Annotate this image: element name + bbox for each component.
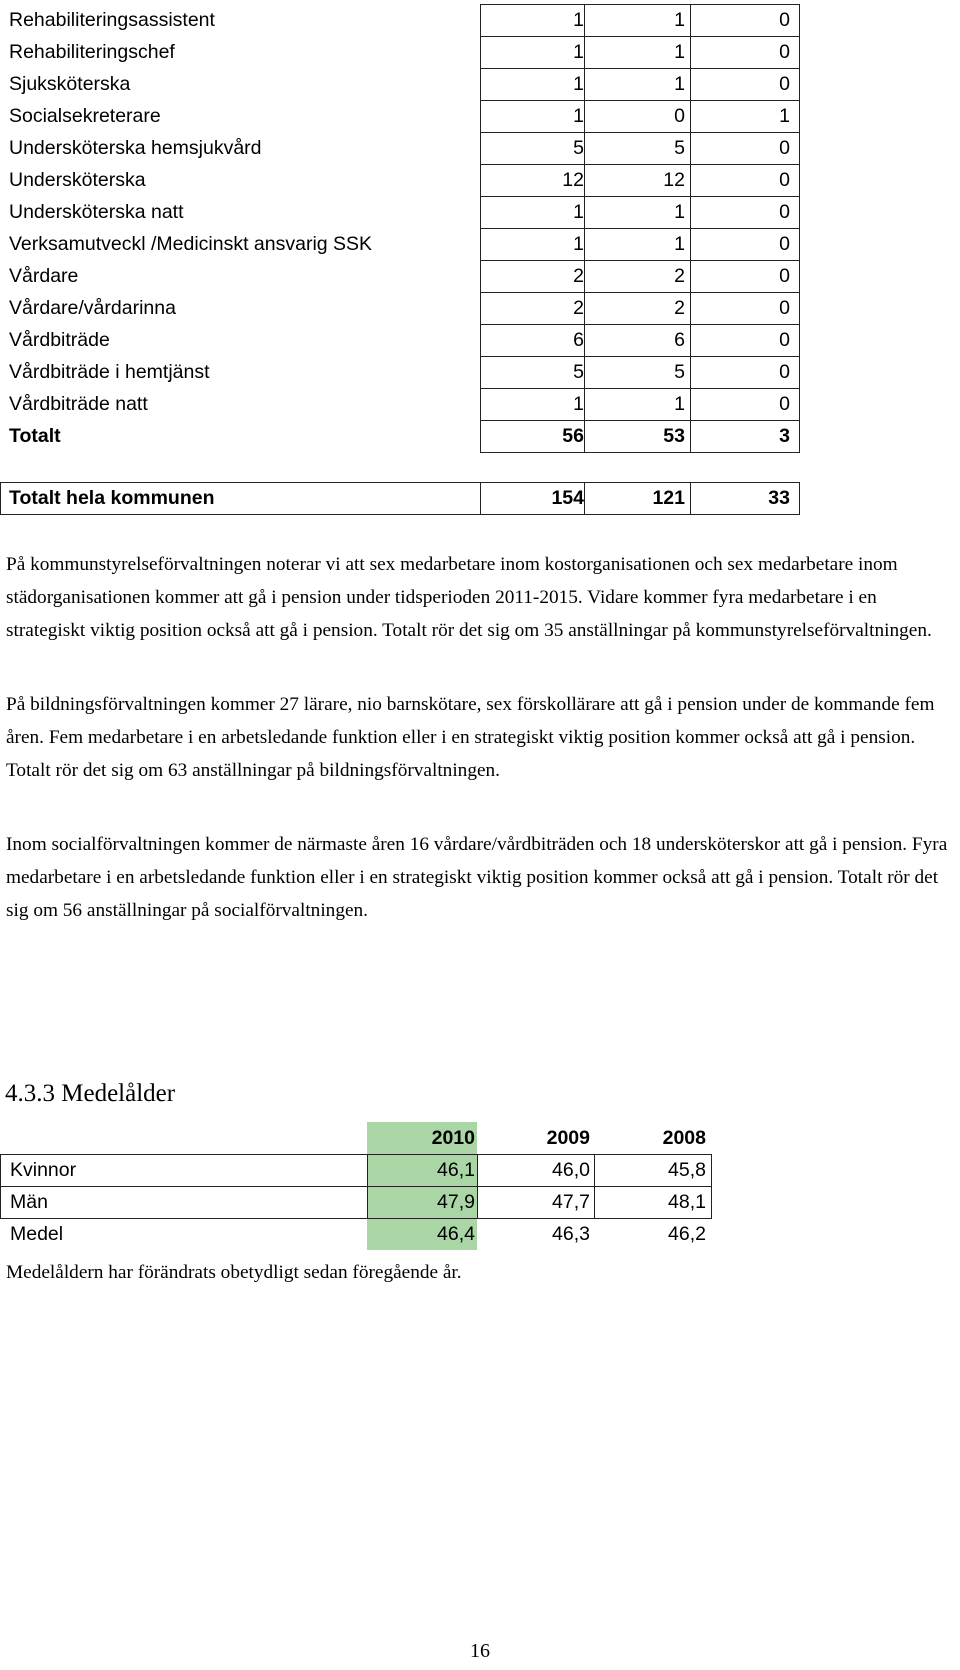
cell: 46,4 bbox=[437, 1223, 475, 1245]
count-cell: 6 bbox=[573, 329, 584, 351]
count-cell: 2 bbox=[674, 297, 685, 319]
title-cell: Undersköterska natt bbox=[9, 201, 184, 223]
cell: 46,1 bbox=[437, 1159, 475, 1181]
count-cell: 1 bbox=[573, 201, 584, 223]
count-cell: 1 bbox=[573, 9, 584, 31]
cell: 46,0 bbox=[552, 1159, 590, 1181]
count-cell: 53 bbox=[663, 425, 685, 447]
count-cell: 1 bbox=[573, 73, 584, 95]
grand-total-c1: 154 bbox=[551, 487, 584, 509]
cell: 45,8 bbox=[668, 1159, 706, 1181]
table-row bbox=[0, 388, 800, 420]
count-cell: 0 bbox=[779, 233, 790, 255]
table-row bbox=[0, 196, 800, 228]
count-cell: 1 bbox=[573, 105, 584, 127]
table-row bbox=[0, 324, 800, 356]
table-row bbox=[0, 260, 800, 292]
row-label: Medel bbox=[10, 1223, 64, 1245]
count-cell: 0 bbox=[779, 361, 790, 383]
table-border bbox=[480, 4, 800, 5]
count-cell: 0 bbox=[779, 393, 790, 415]
count-cell: 5 bbox=[573, 137, 584, 159]
grand-total-c2: 121 bbox=[652, 487, 685, 509]
title-cell: Verksamutveckl /Medicinskt ansvarig SSK bbox=[9, 233, 373, 255]
table-row bbox=[0, 228, 800, 260]
count-cell: 12 bbox=[562, 169, 584, 191]
count-cell: 12 bbox=[663, 169, 685, 191]
count-cell: 0 bbox=[779, 201, 790, 223]
row-label: Män bbox=[10, 1191, 48, 1213]
title-cell: Vårdare/vårdarinna bbox=[9, 297, 176, 319]
count-cell: 1 bbox=[674, 201, 685, 223]
title-cell: Vårdare bbox=[9, 265, 79, 287]
header-year: 2010 bbox=[431, 1127, 475, 1149]
table-row bbox=[0, 292, 800, 324]
count-cell: 2 bbox=[573, 297, 584, 319]
title-cell: Totalt bbox=[9, 425, 61, 447]
title-cell: Rehabiliteringschef bbox=[9, 41, 175, 63]
title-cell: Socialsekreterare bbox=[9, 105, 161, 127]
grand-total-label: Totalt hela kommunen bbox=[9, 487, 215, 509]
closing-text: Medelåldern har förändrats obetydligt sedan föregående år. bbox=[6, 1262, 462, 1283]
paragraph-bildning: På bildningsförvaltningen kommer 27 lärare, nio barnskötare, sex förskollärare att gå i pension under de kommande fem åren. Fem medarbetare i en arbetsledande funktion eller i en strategiskt viktig position kommer också att gå i pension. Totalt rör det sig om 63 anställningar på bildningsförvaltningen. bbox=[6, 694, 935, 781]
count-cell: 1 bbox=[674, 393, 685, 415]
count-cell: 1 bbox=[674, 41, 685, 63]
cell: 46,2 bbox=[668, 1223, 706, 1245]
page-number: 16 bbox=[470, 1640, 490, 1662]
count-cell: 0 bbox=[779, 329, 790, 351]
count-cell: 0 bbox=[779, 265, 790, 287]
grand-total-c3: 33 bbox=[768, 487, 790, 509]
age-table bbox=[0, 1122, 720, 1254]
count-cell: 1 bbox=[674, 9, 685, 31]
paragraph-social: Inom socialförvaltningen kommer de närmaste åren 16 vårdare/vårdbiträden och 18 undersköterskor att gå i pension. Fyra medarbetare i en arbetsledande funktion eller i en strategiskt viktig position kommer också att gå i pension. Totalt rör det sig om 56 anställningar på socialförvaltningen. bbox=[6, 834, 948, 921]
table-row bbox=[0, 4, 800, 36]
title-cell: Rehabiliteringsassistent bbox=[9, 9, 215, 31]
count-cell: 0 bbox=[779, 137, 790, 159]
count-cell: 0 bbox=[779, 169, 790, 191]
paragraph-kommunstyrelse: På kommunstyrelseförvaltningen noterar vi att sex medarbetare inom kostorganisationen och sex medarbetare inom städorganisationen kommer att gå i pension under tidsperioden 2011-2015. Vidare kommer fyra medarbetare i en strategiskt viktig position också att gå i pension. Totalt rör det sig om 35 anställningar på kommunstyrelseförvaltningen. bbox=[6, 554, 932, 641]
grand-total-row bbox=[0, 482, 800, 514]
count-cell: 1 bbox=[779, 105, 790, 127]
count-cell: 3 bbox=[779, 425, 790, 447]
table-row bbox=[0, 1186, 720, 1218]
count-cell: 5 bbox=[573, 361, 584, 383]
count-cell: 2 bbox=[674, 265, 685, 287]
count-cell: 0 bbox=[779, 9, 790, 31]
table-row bbox=[0, 1218, 720, 1250]
table-row bbox=[0, 132, 800, 164]
count-cell: 5 bbox=[674, 137, 685, 159]
title-cell: Vårdbiträde bbox=[9, 329, 110, 351]
row-label: Kvinnor bbox=[10, 1159, 77, 1181]
table-row bbox=[0, 356, 800, 388]
total-row bbox=[0, 420, 800, 452]
header-year: 2009 bbox=[546, 1127, 590, 1149]
table-row bbox=[0, 36, 800, 68]
count-cell: 2 bbox=[573, 265, 584, 287]
table-row bbox=[0, 164, 800, 196]
count-cell: 1 bbox=[674, 233, 685, 255]
count-cell: 0 bbox=[779, 73, 790, 95]
cell: 48,1 bbox=[668, 1191, 706, 1213]
count-cell: 56 bbox=[562, 425, 584, 447]
cell: 47,9 bbox=[437, 1191, 475, 1213]
age-table-header bbox=[0, 1122, 720, 1154]
cell: 47,7 bbox=[552, 1191, 590, 1213]
header-year: 2008 bbox=[662, 1127, 706, 1149]
count-cell: 1 bbox=[573, 233, 584, 255]
count-cell: 0 bbox=[779, 41, 790, 63]
count-cell: 1 bbox=[573, 393, 584, 415]
table-row bbox=[0, 100, 800, 132]
table-row bbox=[0, 68, 800, 100]
table-row bbox=[0, 1154, 720, 1186]
title-cell: Sjuksköterska bbox=[9, 73, 131, 95]
count-cell: 0 bbox=[779, 297, 790, 319]
title-cell: Undersköterska bbox=[9, 169, 146, 191]
count-cell: 1 bbox=[674, 73, 685, 95]
count-cell: 6 bbox=[674, 329, 685, 351]
count-cell: 1 bbox=[573, 41, 584, 63]
cell: 46,3 bbox=[552, 1223, 590, 1245]
title-cell: Undersköterska hemsjukvård bbox=[9, 137, 262, 159]
section-heading: 4.3.3 Medelålder bbox=[5, 1080, 176, 1107]
count-cell: 0 bbox=[674, 105, 685, 127]
staff-table bbox=[0, 4, 800, 452]
title-cell: Vårdbiträde i hemtjänst bbox=[9, 361, 210, 383]
count-cell: 5 bbox=[674, 361, 685, 383]
title-cell: Vårdbiträde natt bbox=[9, 393, 148, 415]
